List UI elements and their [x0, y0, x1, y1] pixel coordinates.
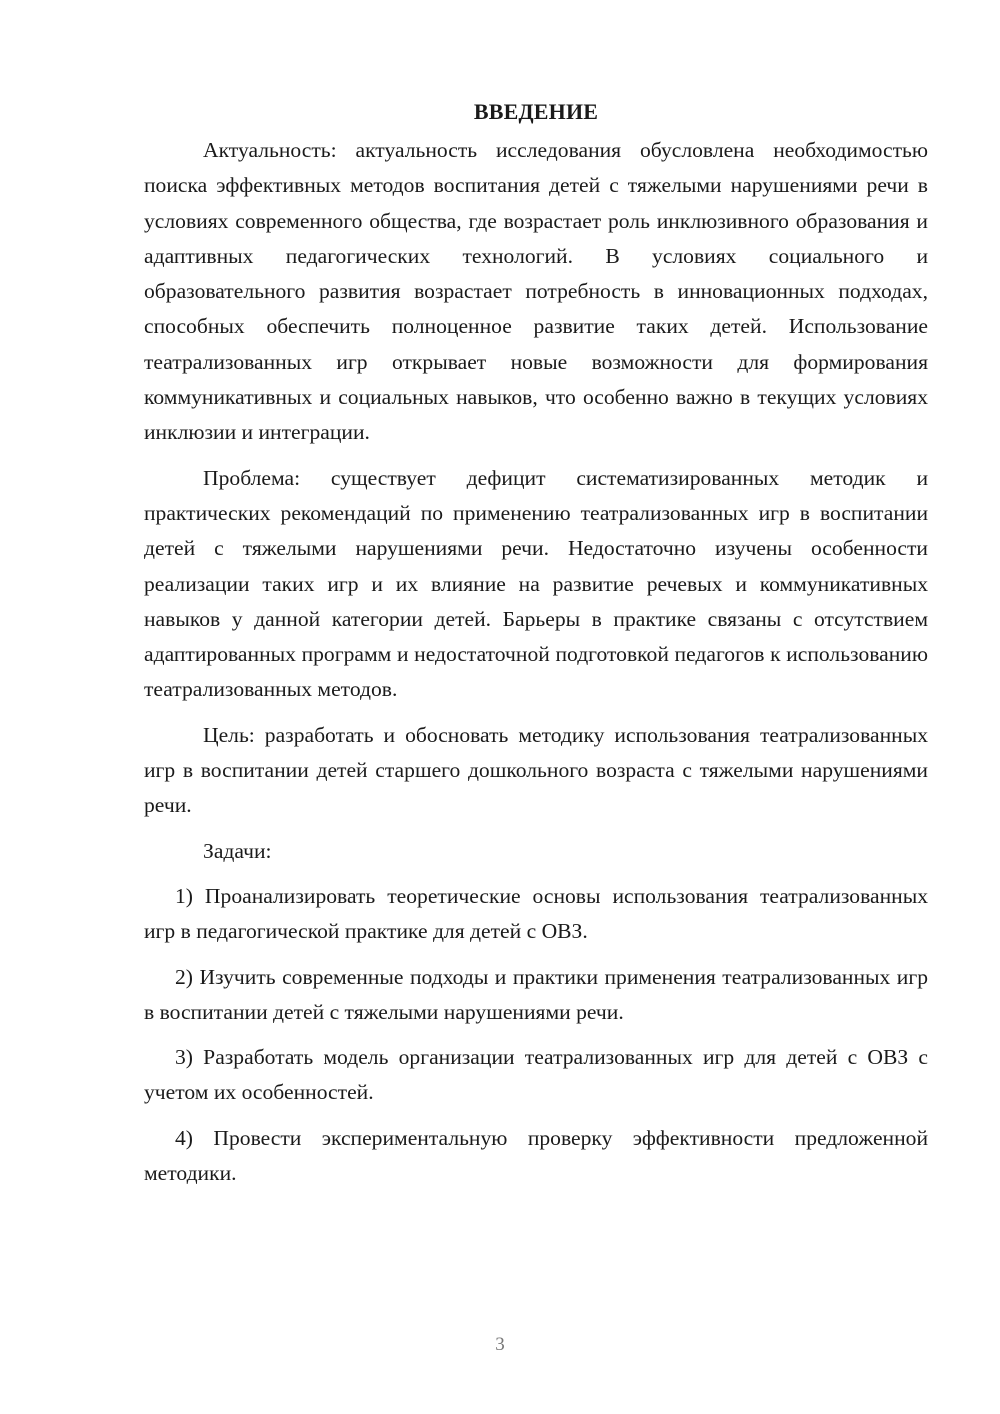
page-title: ВВЕДЕНИЕ [473, 99, 599, 124]
tasks-heading: Задачи: [203, 838, 272, 863]
task-item: 4) Провести экспериментальную проверку эффективности предложенной методики. [144, 1125, 928, 1186]
document-page [144, 94, 928, 1191]
paragraph-goal: Цель: разработать и обосновать методику использования театрализованных игр в воспитании детей старшего дошкольного возраста с тяжелыми нарушениями речи. [144, 722, 928, 818]
task-item: 3) Разработать модель организации театрализованных игр для детей с ОВЗ с учетом их особенностей. [144, 1045, 928, 1105]
paragraph-problem: Проблема: существует дефицит систематизированных методик и практических рекомендаций по применению театрализованных игр в воспитании детей с тяжелыми нарушениями речи. Недостаточно изучены особенности реализации таких игр и их влияние на развитие речевых и коммуникативных навыков у данной категории детей. Барьеры в практике связаны с отсутствием адаптированных программ и недостаточной подготовкой педагогов к использованию театрализованных методов. [144, 465, 928, 702]
paragraph-actuality: Актуальность: актуальность исследования обусловлена необходимостью поиска эффективных методов воспитания детей с тяжелыми нарушениями речи в условиях современного общества, где возрастает роль инклюзивного образования и адаптивных педагогических технологий. В условиях социального и образовательного развития возрастает потребность в инновационных подходах, способных обеспечить полноценное развитие таких детей. Использование театрализованных игр открывает новые возможности для формирования коммуникативных и социальных навыков, что особенно важно в текущих условиях инклюзии и интеграции. [144, 138, 928, 445]
task-item: 1) Проанализировать теоретические основы использования театрализованных игр в педагогической практике для детей с ОВЗ. [144, 883, 928, 944]
page-number: 3 [495, 1334, 505, 1355]
task-item: 2) Изучить современные подходы и практики применения театрализованных игр в воспитании детей с тяжелыми нарушениями речи. [144, 964, 928, 1024]
